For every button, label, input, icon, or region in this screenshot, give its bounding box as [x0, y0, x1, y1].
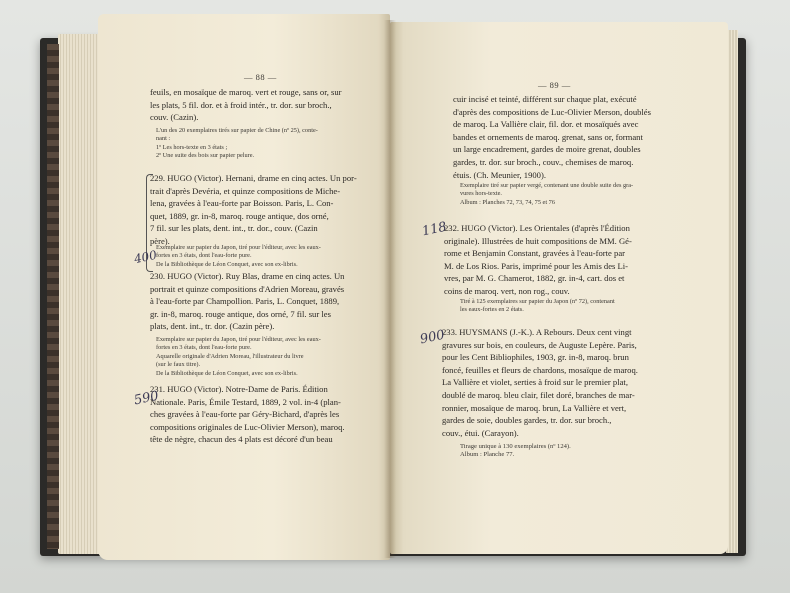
book-gutter-shadow	[384, 20, 396, 558]
left-page-note	[156, 127, 318, 161]
text-line: 230. HUGO (Victor). Ruy Blas, drame en cinq actes. Un	[150, 271, 345, 281]
text-line: cuir incisé et teinté, différent sur chaque plat, exécuté	[453, 94, 637, 104]
right-page-number: — 89 —	[538, 80, 571, 90]
text-line: d'après des compositions de Luc-Olivier Merson, doublés	[453, 106, 651, 117]
text-line: 232. HUGO (Victor). Les Orientales (d'après l'Édition	[444, 223, 630, 233]
pencil-price-mark: 400	[132, 247, 159, 267]
text-line: La Vallière et violet, serties à froid sur le premier plat,	[442, 377, 628, 388]
text-line: ronnier, mosaïque de maroq. brun, La Vallière et vert,	[442, 402, 627, 413]
text-line: 7 fil. sur les plats, dent. int., tr. dor., couv. (Cazin	[150, 223, 318, 234]
marbled-edge	[47, 44, 59, 549]
text-line: lena, gravées à l'eau-forte par Boisson. Paris, L. Con-	[150, 198, 334, 209]
entry-232-note	[460, 298, 615, 315]
text-line: fortes en 3 états, dont l'eau-forte pure.	[156, 344, 252, 352]
text-line: vures hors-texte.	[460, 190, 502, 198]
text-line: gardes, tr. dor. sur broch., couv., chemises de maroq.	[453, 156, 634, 167]
text-line: L'un des 20 exemplaires tirés sur papier de Chine (nº 25), conte-	[156, 127, 318, 134]
text-line: Exemplaire tiré sur papier vergé, contenant une double suite des gra-	[460, 182, 634, 189]
right-page-note	[460, 182, 633, 207]
text-line: portrait et quinze compositions d'Adrien Moreau, gravés	[150, 283, 345, 294]
text-line: trait d'après Devéria, et quinze compositions de Miche-	[150, 185, 341, 196]
text-line: plats, dent. int., tr. dor. (Cazin père).	[150, 321, 275, 332]
text-line: fortes en 3 états, dont l'eau-forte pure.	[156, 252, 252, 260]
text-line: à l'eau-forte par Champollion. Paris, L. Conquet, 1889,	[150, 296, 340, 307]
text-line: M. de Los Rios. Paris, imprimé pour les Amis des Li-	[444, 260, 629, 271]
text-line: rome et Benjamin Constant, gravées à l'eau-forte par	[444, 248, 625, 259]
text-line: bandes et ornements de maroq. grenat, sans or, formant	[453, 131, 643, 142]
text-line: Album : Planche 77.	[460, 451, 515, 459]
text-line: couv., étui. (Carayon).	[442, 427, 519, 438]
text-line: De la Bibliothèque de Léon Conquet, avec son ex-libris.	[156, 260, 298, 268]
text-line: Aquarelle originale d'Adrien Moreau, l'illustrateur du livre	[156, 352, 304, 360]
pencil-price-mark: 118	[420, 219, 449, 240]
entry-233	[442, 326, 638, 439]
entry-229	[150, 172, 357, 248]
text-line: doublé de maroq. bleu clair, filet doré, branches de mar-	[442, 389, 635, 400]
text-line: (sur le faux titre).	[156, 361, 201, 369]
entry-232	[444, 222, 632, 298]
text-line: nant :	[156, 135, 171, 143]
text-line: étuis. (Ch. Meunier, 1900).	[453, 169, 546, 180]
text-line: les plats, 5 fil. dor. et à froid intér., tr. dor. sur broch.,	[150, 99, 332, 110]
text-line: vres, par M. G. Chamerot, 1882, gr. in-4, cart. dos et	[444, 273, 625, 284]
text-line: Nationale. Paris, Émile Testard, 1889, 2 vol. in-4 (plan-	[150, 396, 341, 407]
entry-231	[150, 383, 345, 446]
pencil-price-mark: 590	[132, 388, 161, 409]
text-line: De la Bibliothèque de Léon Conquet, avec son ex-libris.	[156, 369, 298, 377]
left-page-number: — 88 —	[244, 72, 277, 82]
pencil-price-mark: 900	[418, 327, 447, 348]
text-line: foncé, feuilles et fleurs de chardons, mosaïque de maroq.	[442, 364, 638, 375]
text-line: un large encadrement, gardes de moire grenat, doubles	[453, 144, 641, 155]
text-line: 1º Les hors-texte en 3 états ;	[156, 143, 228, 151]
text-line: tête de nègre, chacun des 4 plats est décoré d'un beau	[150, 434, 333, 445]
text-line: ches gravées à l'eau-forte par Géry-Bichard, d'après les	[150, 409, 340, 420]
text-line: 231. HUGO (Victor). Notre-Dame de Paris. Édition	[150, 384, 328, 394]
text-line: Exemplaire sur papier du Japon, tiré pour l'éditeur, avec les eaux-	[156, 336, 321, 343]
text-line: originale). Illustrées de huit compositions de MM. Gé-	[444, 235, 632, 246]
text-line: feuils, en mosaïque de maroq. vert et rouge, sans or, sur	[150, 87, 342, 97]
text-line: 233. HUYSMANS (J.-K.). A Rebours. Deux cent vingt	[442, 327, 632, 337]
text-line: père).	[150, 235, 170, 246]
text-line: compositions originales de Luc-Olivier Merson), maroq.	[150, 421, 345, 432]
text-line: quet, 1889, gr. in-8, maroq. rouge antique, dos orné,	[150, 210, 329, 221]
entry-230	[150, 270, 344, 333]
text-line: Exemplaire sur papier du Japon, tiré pour l'éditeur, avec les eaux-	[156, 244, 321, 251]
left-page-top-text	[150, 86, 342, 124]
text-line: gardes de soie, doubles gardes, tr. dor. sur broch.,	[442, 415, 612, 426]
text-line: 2º Une suite des bois sur papier pelure.	[156, 152, 255, 160]
text-line: couv. (Cazin).	[150, 112, 199, 123]
text-line: pour les Cent Bibliophiles, 1903, gr. in-8, maroq. brun	[442, 352, 629, 363]
entry-229-note	[156, 244, 321, 269]
entry-233-note	[460, 443, 571, 460]
text-line: Album : Planches 72, 73, 74, 75 et 76	[460, 198, 555, 206]
text-line: 229. HUGO (Victor). Hernani, drame en cinq actes. Un por-	[150, 173, 357, 183]
text-line: coins de maroq. vert, non rog., couv.	[444, 285, 570, 296]
text-line: Tirage unique à 130 exemplaires (nº 124).	[460, 443, 571, 450]
entry-230-note	[156, 336, 321, 378]
text-line: les eaux-fortes en 2 états.	[460, 306, 524, 314]
text-line: Tiré à 125 exemplaires sur papier du Japon (nº 72), contenant	[460, 298, 615, 305]
right-page-top-text	[453, 93, 651, 181]
text-line: de maroq. La Vallière clair, fil. dor. et mosaïqués avec	[453, 119, 639, 130]
text-line: gr. in-8, maroq. rouge antique, dos orné, 7 fil. sur les	[150, 308, 331, 319]
text-line: gravures sur bois, en couleurs, de Auguste Lepère. Paris,	[442, 339, 637, 350]
